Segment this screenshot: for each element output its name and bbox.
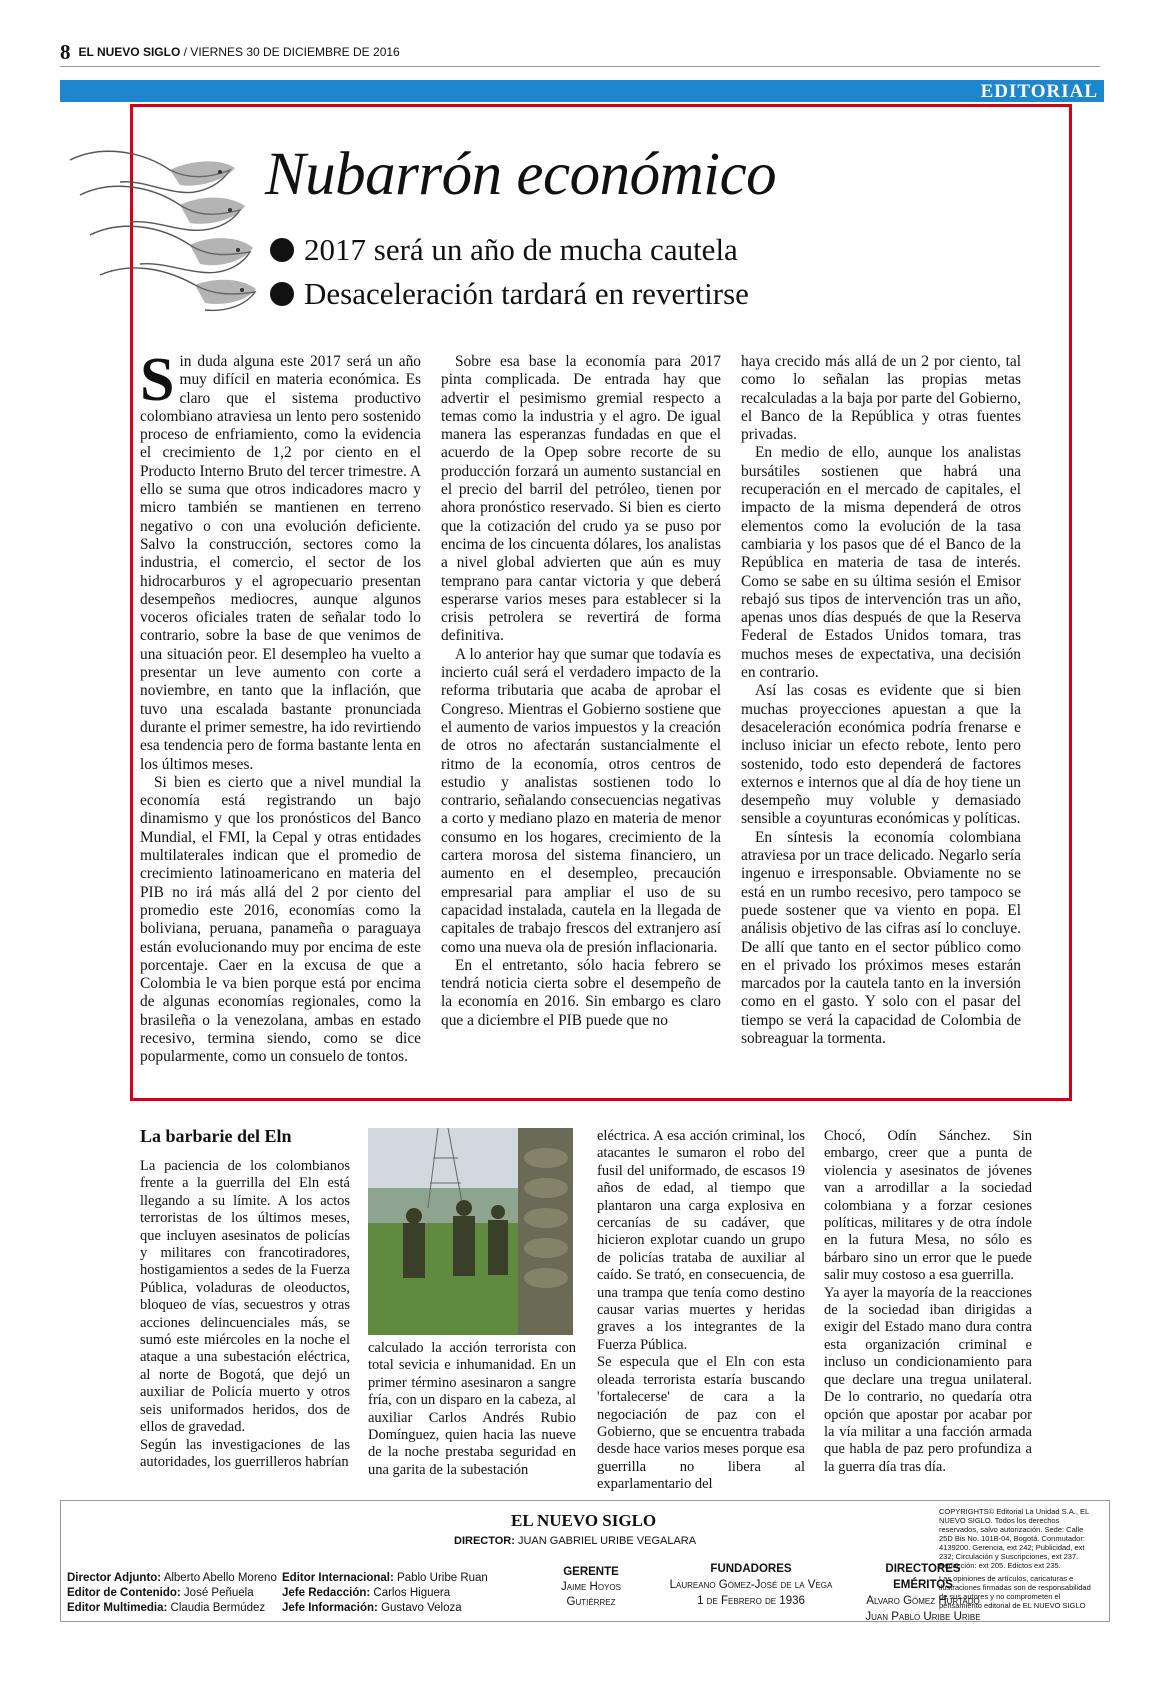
paragraph: La paciencia de los colombianos frente a la guerrilla del Eln está llegando a su límite. A los actos terroristas de los últimos meses, que incluyen asesinatos de policías y militares con francotiradores, hostigamientos a sedes de la Fuerza Pública, voladuras de oleoductos, bloqueo de vías, secuestros y otras acciones delincuenciales más, se sumó este miércoles en la noche el ataque a una subestación eléctrica, al norte de Bogotá, que dejó un auxiliar de Policía muerto y otros seis uniformados heridos, dos de ellos de gravedad. xyxy=(140,1158,350,1436)
staff-name: José Peñuela xyxy=(183,1587,254,1599)
paragraph: En síntesis la economía colombiana atraviesa por un trace delicado. Negarlo sería ingenuo e irresponsable. Obviamente no se está en un rumbo recesivo, pero tampoco se puede sostener que va viento en popa. El análisis objetivo de las cifras así lo concluye. De allí que tanto en el sector público como en el privado los próximos meses estarán marcados por la cautela tanto en la inversión como en el gasto. Y solo con el pasar del tiempo se verá la capacidad de Colombia de sobreaguar la tormenta. xyxy=(741,828,1021,1047)
staff-name: Claudia Bermúdez xyxy=(170,1602,266,1614)
bullet-dot-icon xyxy=(270,282,294,306)
staff-entry xyxy=(282,1571,488,1586)
staff-role: Editor de Contenido: xyxy=(67,1587,181,1599)
dropcap: S xyxy=(140,346,175,414)
copyright-text: COPYRIGHTS© Editorial La Unidad S.A., EL NUEVO SIGLO. Todos los derechos reservados, salvo autorización. Sede: Calle 25D Bis No. 101B-04, Bogotá. Conmutador: 4139200. Gerencia, ext 242; Publicidad, ext 232; Circulación y Suscripciones, ext 237. Redacción: ext 205. Edictos ext 235. xyxy=(939,1507,1089,1570)
footer-director xyxy=(454,1535,696,1547)
editorial-column-3 xyxy=(741,353,1021,1048)
fundacion-fecha: 1 de Febrero de 1936 xyxy=(697,1595,805,1607)
emerito-name: Juan Pablo Uribe Uribe xyxy=(865,1611,981,1623)
masthead xyxy=(60,40,1100,67)
staff-name: Pablo Uribe Ruan xyxy=(397,1572,488,1584)
fundadores-label: FUNDADORES xyxy=(710,1563,792,1575)
section-label: EDITORIAL xyxy=(980,81,1098,102)
staff-entry xyxy=(67,1586,277,1601)
paragraph: A lo anterior hay que sumar que todavía es incierto cuál será el verdadero impacto de la reforma tributaria que acaba de aprobar el Congreso. Mientras el Gobierno sostiene que el aumento de varios impuestos y la creación de otros no afectarán sustancialmente el ritmo de la economía, otros centros de estudio y analistas sostienen todo lo contrario, señalando consecuencias negativas a corto y mediano plazo en materia de menor consumo en los hogares, crecimiento de la cartera morosa del sistema financiero, un aumento en el desempleo, precaución empresarial para ampliar el uso de su capacidad instalada, cautela en la llegada de capitales de trabajo frescos del extranjero así como una nueva ola de presión inflacionaria. xyxy=(441,645,721,956)
section-bar xyxy=(60,80,1104,102)
paragraph: Según las investigaciones de las autoridades, los guerrilleros habrían xyxy=(140,1436,350,1470)
paper-name: EL NUEVO SIGLO xyxy=(78,45,181,59)
paragraph: in duda alguna este 2017 será un año muy difícil en materia económica. Es claro que el sistema productivo colombiano atraviesa un lento pero sostenido proceso de enfriamiento, como la evidencia el crecimiento de 1,2 por ciento en el Producto Interno Bruto del tercer trimestre. A ello se suma que otros indicadores macro y micro también se mantienen en terreno negativo o con una evolución deficiente. Salvo la construcción, sectores como la industria, el comercio, el sector de los hidrocarburos y el agropecuario presentan desempeños mediocres, aunque algunos voceros oficiales traten de señalar todo lo contrario, sobre la base de que venimos de una situación peor. El desempleo ha vuelto a presentar un leve aumento con corte a noviembre, en tanto que la inflación, que tuvo una escalada bastante pronunciada durante el primer semestre, ha ido revirtiendo esa tendencia pero de forma bastante lenta en los últimos meses. xyxy=(140,353,421,773)
director-name: JUAN GABRIEL URIBE VEGALARA xyxy=(517,1535,697,1547)
staff-role: Jefe Redacción: xyxy=(282,1587,371,1599)
staff-entry xyxy=(67,1601,277,1616)
staff-role: Director Adjunto: xyxy=(67,1572,162,1584)
staff-name: Alberto Abello Moreno xyxy=(163,1572,277,1584)
gerente-label: GERENTE xyxy=(563,1566,619,1578)
staff-name: Carlos Higuera xyxy=(373,1587,451,1599)
paragraph: Sobre esa base la economía para 2017 pinta complicada. De entrada hay que advertir el pesimismo gremial respecto a temas como la industria y el agro. De igual manera las esperanzas fundadas en que el acuerdo de la Opep sobre recorte de su producción forzará un aumento sustancial en el precio del barril del petróleo, tienen por ahora pronóstico reservado. Si bien es cierto que la cotización del crudo ya se puso por encima de los cincuenta dólares, los analistas a nivel global advierten que aún es muy temprano para cantar victoria y que deberá esperarse varios meses para establecer si la crisis petrolera se revertirá de forma definitiva. xyxy=(441,353,721,645)
paragraph: Chocó, Odín Sánchez. Sin embargo, creer que a punta de violencia y asesinatos de jóvenes van a arrodillar a la sociedad colombiana y a forzar cesiones políticas, militares y de otra índole en la futura Mesa, no sólo es bárbaro sino un error que le puede salir muy costoso a esa guerrilla. xyxy=(824,1128,1032,1284)
staff-list-2 xyxy=(282,1571,488,1616)
paragraph: En el entretanto, sólo hacia febrero se tendrá noticia cierta sobre el desempeño de la economía en 2016. Sin embargo es claro que a diciembre el PIB puede que no xyxy=(441,956,721,1029)
copyright-block xyxy=(939,1507,1099,1610)
staff-entry xyxy=(282,1601,488,1616)
staff-role: Editor Internacional: xyxy=(282,1572,394,1584)
paragraph: haya crecido más allá de un 2 por ciento, tal como lo señalan las propias metas recalculadas a la baja por parte del Gobierno, el Banco de la República y otras fuentes privadas. xyxy=(741,353,1021,444)
bullet-dot-icon xyxy=(270,238,294,262)
paragraph: Si bien es cierto que a nivel mundial la economía está registrando un bajo dinamismo y que los pronósticos del Banco Mundial, el FMI, la Cepal y otras entidades multilaterales indican que el promedio de crecimiento latinoamericano en materia del PIB no irá más allá del 2 por ciento del promedio este 2016, economías como la boliviana, peruana, panameña o paraguaya están evolucionando muy por encima de este porcentaje. Caer en la excusa de que a Colombia le va bien porque está por encima de algunas economías regionales, como la brasileña o la venezolana, ambas en estado recesivo, termina siendo, como se dice popularmente, como un consuelo de tontos. xyxy=(140,773,421,1066)
second-column-2 xyxy=(368,1340,576,1479)
bullet-1 xyxy=(270,232,738,268)
staff-entry xyxy=(67,1571,277,1586)
second-article-title: La barbarie del Eln xyxy=(140,1126,292,1146)
director-label: DIRECTOR: xyxy=(454,1535,515,1547)
footer-logo: EL NUEVO SIGLO xyxy=(511,1511,657,1530)
masthead-date: / VIERNES 30 DE DICIEMBRE DE 2016 xyxy=(183,45,400,59)
staff-role: Editor Multimedia: xyxy=(67,1602,168,1614)
disclaimer-text: Las opiniones de artículos, caricaturas e ilustraciones firmadas son de responsabilidad de sus autores y no comprometen el pensamiento editorial de EL NUEVO SIGLO xyxy=(939,1574,1091,1610)
gerente-block xyxy=(551,1565,631,1610)
fundadores-block xyxy=(646,1561,856,1609)
emerito-name: Alvaro Gómez Hurtado xyxy=(866,1595,980,1607)
paragraph: eléctrica. A esa acción criminal, los atacantes le sumaron el robo del fusil del uniformado, de escasos 19 años de edad, al tiempo que plantaron una carga explosiva en cercanías de su cadáver, que hicieron explotar cuando un grupo de policías trataba de auxiliar al caído. Se trató, en consecuencia, de una trampa que tenía como destino causar varias muertes y heridas graves a los integrantes de la Fuerza Pública. xyxy=(597,1128,805,1353)
soldiers-photo xyxy=(368,1128,573,1335)
second-column-1 xyxy=(140,1158,350,1471)
editorial-column-2 xyxy=(441,353,721,1030)
paragraph: En medio de ello, aunque los analistas bursátiles sostienen que habrá una recuperación en el mercado de capitales, el impacto de la misma dependerá de otros elementos como la evolución de la tasa cambiaria y los pasos que dé el Banco de la República en materia de tasa de interés. Como se sabe en su última sesión el Emisor rebajó sus tipos de intervención tras un año, apenas unos días después de que la Reserva Federal de Estados Unidos tomara, tras muchos meses de expectativa, una decisión en contrario. xyxy=(741,444,1021,682)
staff-entry xyxy=(282,1586,488,1601)
gerente-name-line: Gutiérrez xyxy=(566,1596,616,1608)
paragraph: Se especula que el Eln con esta oleada terrorista estaría buscando 'fortalecerse' de cara a la negociación de paz con el Gobierno, que se encuentra trabada desde hace varios meses porque esa guerrilla no libera al exparlamentario del xyxy=(597,1354,805,1493)
gerente-name-line: Jaime Hoyos xyxy=(561,1581,621,1593)
fundadores-names: Laureano Gómez-José de la Vega xyxy=(669,1579,833,1591)
staff-name: Gustavo Veloza xyxy=(381,1602,462,1614)
editorial-column-1 xyxy=(140,346,421,1067)
second-column-4 xyxy=(824,1128,1032,1476)
paragraph: Ya ayer la mayoría de la reacciones de la sociedad iban dirigidas a exigir del Estado mano dura contra esta organización criminal e incluso un condicionamiento para que declare una tregua unilateral. De lo contrario, no quedaría otra opción que apostar por acabar por la vía militar a una facción armada que habla de paz pero profundiza a la guerra día tras día. xyxy=(824,1284,1032,1475)
paragraph: Así las cosas es evidente que si bien muchas proyecciones apuestan a que la desaceleración económica podría frenarse e incluso iniciar un efecto rebote, lento pero sostenido, todo esto dependerá de factores externos e internos que al día de hoy tiene un desempeño muy voluble y demasiado sensible a coyunturas económicas y políticas. xyxy=(741,682,1021,828)
staff-box xyxy=(60,1500,1110,1622)
page-number: 8 xyxy=(60,40,71,64)
horses-illustration-icon xyxy=(60,140,260,315)
bullet-text: 2017 será un año de mucha cautela xyxy=(304,232,738,267)
paragraph: calculado la acción terrorista con total sevicia e inhumanidad. En un primer término asesinaron a sangre fría, con un disparo en la cabeza, al auxiliar Carlos Andrés Rubio Domínguez, quien hacia las nueve de la noche prestaba seguridad en una garita de la subestación xyxy=(368,1340,576,1478)
bullet-text: Desaceleración tardará en revertirse xyxy=(304,276,749,311)
second-column-3 xyxy=(597,1128,805,1494)
emeritos-label: DIRECTORES EMÉRITOS xyxy=(885,1563,961,1591)
staff-role: Jefe Información: xyxy=(282,1602,378,1614)
staff-list-1 xyxy=(67,1571,277,1616)
editorial-title: Nubarrón económico xyxy=(265,141,777,208)
bullet-2 xyxy=(270,276,749,312)
